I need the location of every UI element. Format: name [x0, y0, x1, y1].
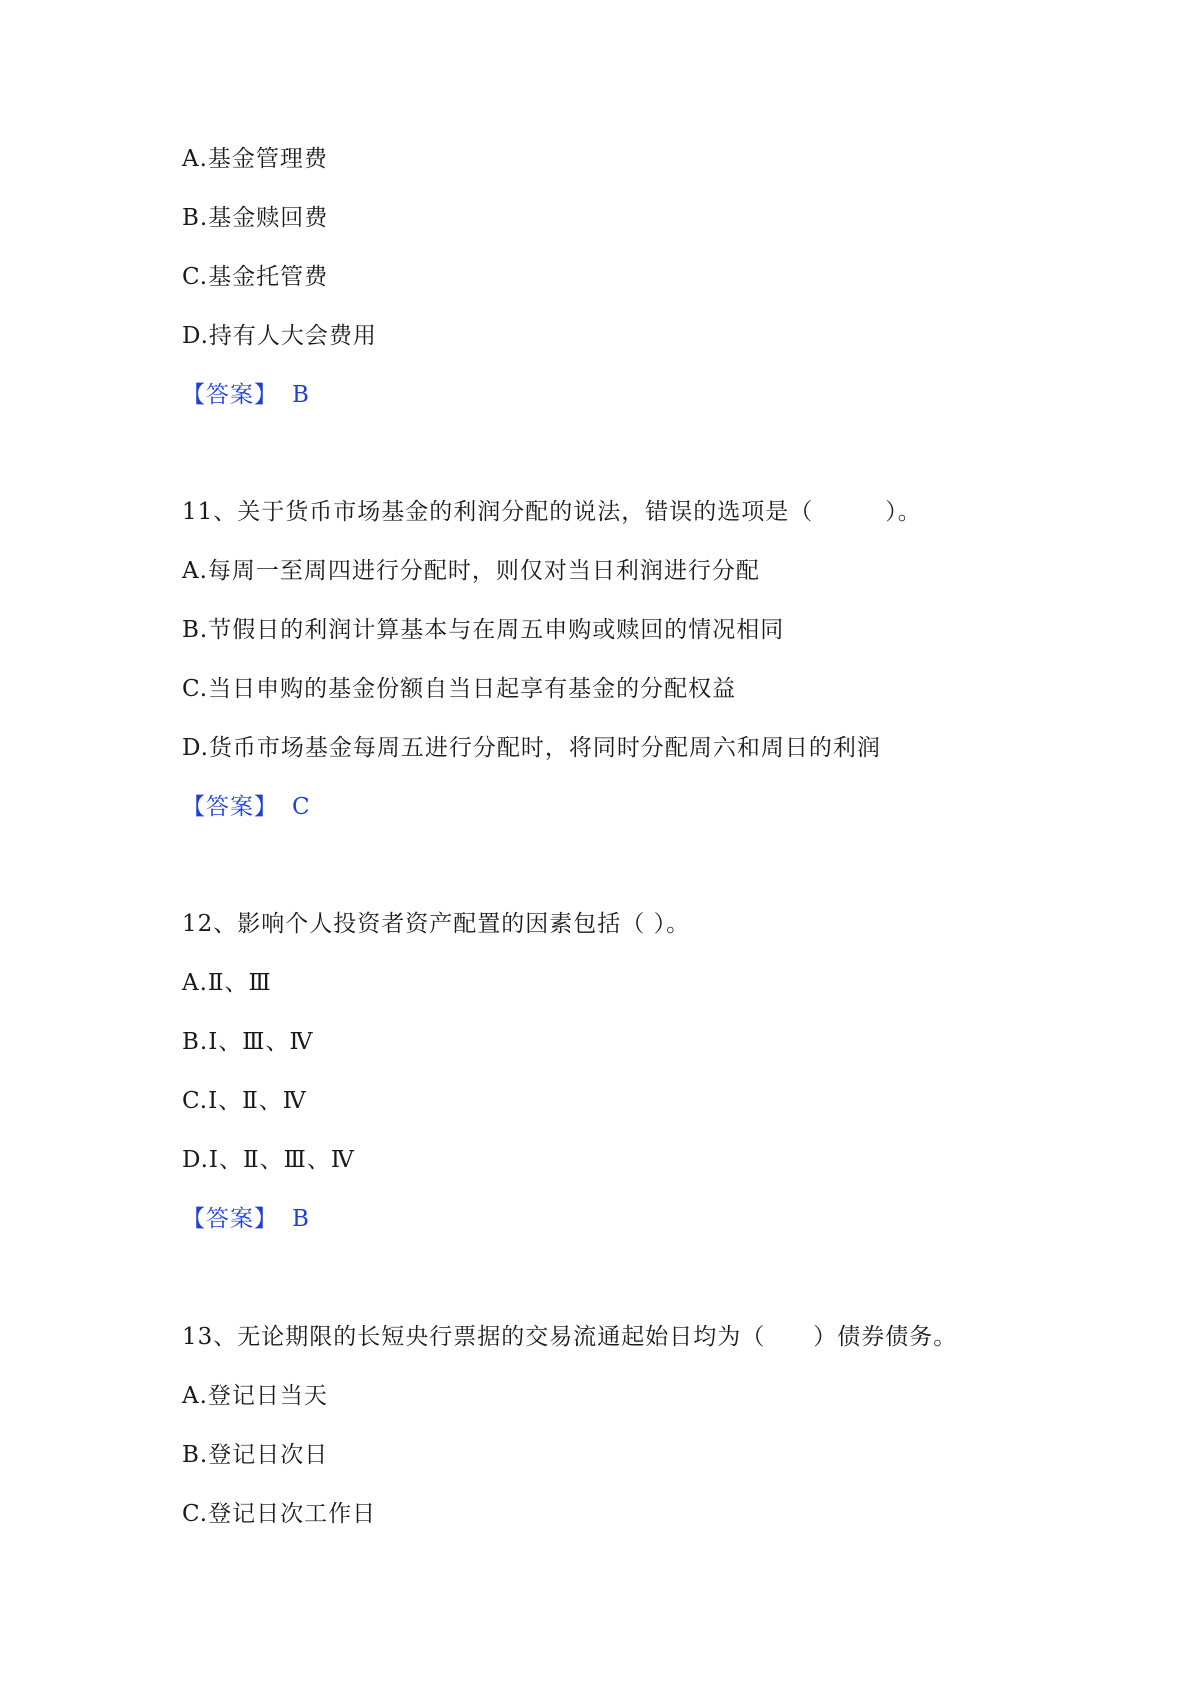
- q13-option-a: A.登记日当天: [182, 1383, 328, 1409]
- q13-question: 13、无论期限的长短央行票据的交易流通起始日均为（ ）债券债务。: [182, 1324, 958, 1350]
- q13-option-b: B.登记日次日: [182, 1442, 329, 1468]
- q11-option-a: A.每周一至周四进行分配时，则仅对当日利润进行分配: [182, 558, 760, 584]
- answer-label: 【答案】: [182, 382, 278, 408]
- answer-value: C: [292, 794, 311, 820]
- answer-label: 【答案】: [182, 794, 278, 820]
- q10-answer: [182, 380, 310, 410]
- answer-label: 【答案】: [182, 1206, 278, 1232]
- q12-option-a: A.Ⅱ、Ⅲ: [182, 970, 272, 996]
- q10-option-c: C.基金托管费: [182, 264, 329, 290]
- q11-option-d: D.货币市场基金每周五进行分配时，将同时分配周六和周日的利润: [182, 735, 881, 761]
- q10-option-a: A.基金管理费: [182, 146, 328, 172]
- q11-option-c: C.当日申购的基金份额自当日起享有基金的分配权益: [182, 676, 737, 702]
- answer-value: B: [292, 382, 310, 408]
- q12-answer: [182, 1204, 310, 1234]
- q10-option-b: B.基金赎回费: [182, 205, 329, 231]
- answer-value: B: [292, 1206, 310, 1232]
- q12-question: 12、影响个人投资者资产配置的因素包括（ ）。: [182, 911, 691, 937]
- q11-option-b: B.节假日的利润计算基本与在周五申购或赎回的情况相同: [182, 617, 785, 643]
- q12-option-c: C.Ⅰ、Ⅱ、Ⅳ: [182, 1088, 307, 1114]
- q11-answer: [182, 792, 311, 822]
- q12-option-d: D.Ⅰ、Ⅱ、Ⅲ、Ⅳ: [182, 1147, 355, 1173]
- q11-question: 11、关于货币市场基金的利润分配的说法，错误的选项是（ ）。: [182, 499, 922, 525]
- q10-option-d: D.持有人大会费用: [182, 323, 377, 349]
- q13-option-c: C.登记日次工作日: [182, 1501, 377, 1527]
- q12-option-b: B.Ⅰ、Ⅲ、Ⅳ: [182, 1029, 314, 1055]
